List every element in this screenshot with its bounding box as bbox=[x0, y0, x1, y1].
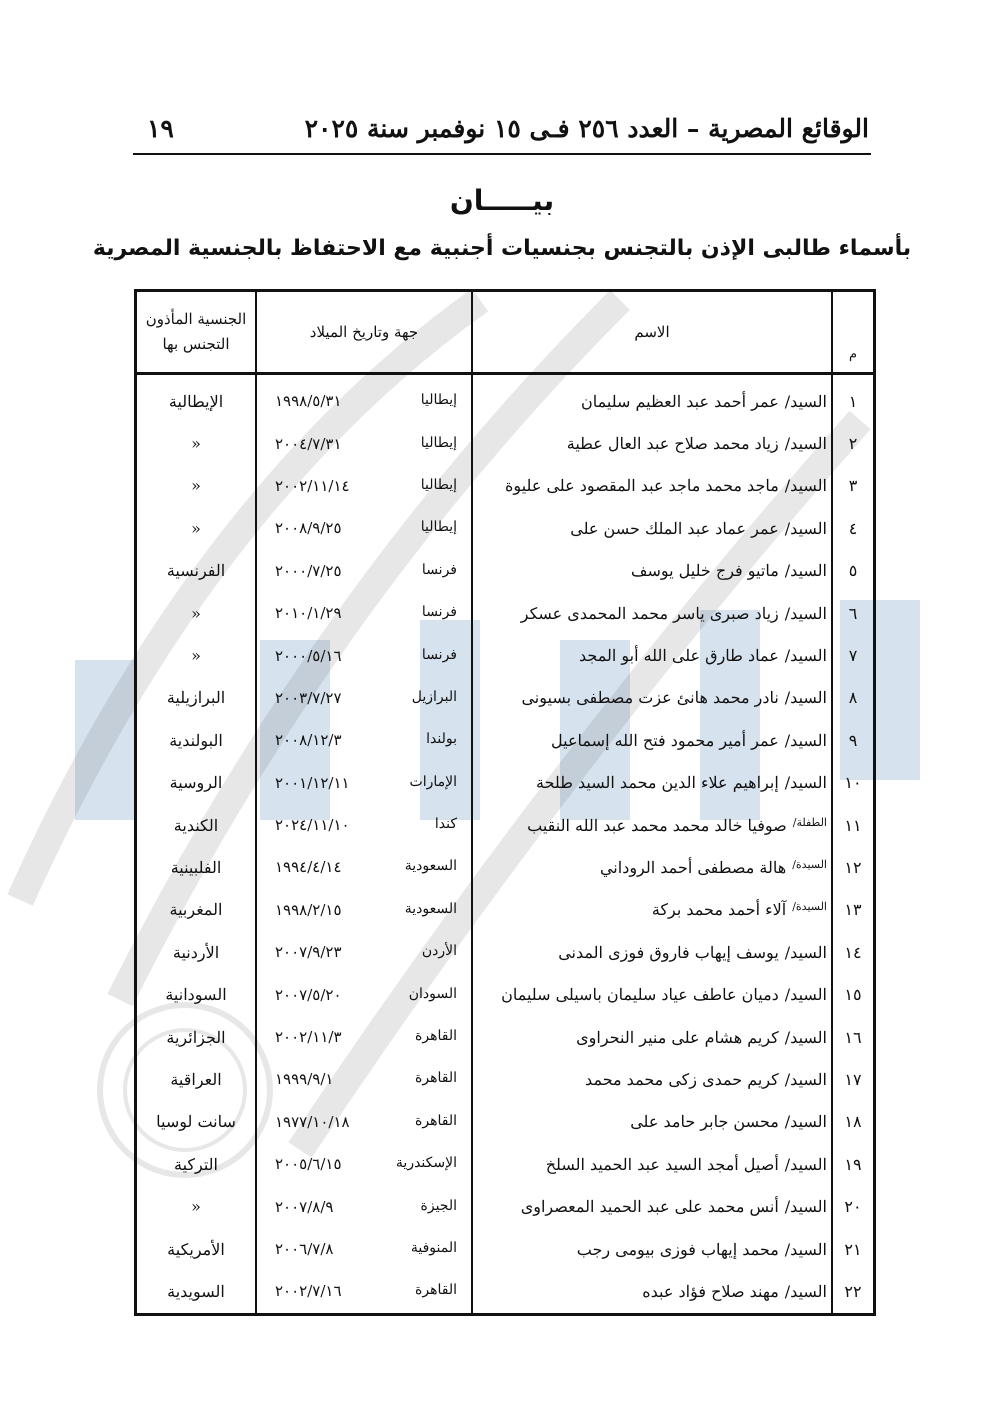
row-title: السيد/ bbox=[784, 1239, 827, 1259]
row-number: ٢١ bbox=[832, 1228, 875, 1270]
row-name-cell bbox=[472, 719, 832, 761]
row-name: عمر عماد عبد الملك حسن على bbox=[570, 518, 779, 538]
row-birth-place: السعودية bbox=[404, 858, 457, 875]
table-row bbox=[136, 1185, 875, 1227]
row-birth-cell bbox=[256, 1143, 472, 1185]
row-name-cell bbox=[472, 804, 832, 846]
row-birth-cell bbox=[256, 889, 472, 931]
row-birth-cell bbox=[256, 1185, 472, 1227]
row-nationality: الإيطالية bbox=[168, 391, 224, 411]
row-birth-cell bbox=[256, 719, 472, 761]
row-name-cell bbox=[472, 931, 832, 973]
row-name: محمد إيهاب فوزى بيومى رجب bbox=[576, 1239, 779, 1259]
table-header-row bbox=[136, 291, 875, 374]
row-birth-cell bbox=[256, 1016, 472, 1058]
table-row bbox=[136, 846, 875, 888]
row-number: ٤ bbox=[832, 507, 875, 549]
row-birth-place: فرنسا bbox=[421, 646, 457, 663]
row-birth-date: ١٩٩٩/٩/١ bbox=[275, 1070, 334, 1089]
row-birth-date: ٢٠٠١/١٢/١١ bbox=[275, 773, 350, 792]
table-row bbox=[136, 1101, 875, 1143]
row-birth-place: إيطاليا bbox=[420, 476, 457, 493]
row-name: يوسف إيهاب فاروق فوزى المدنى bbox=[558, 942, 779, 962]
row-name-cell bbox=[472, 1101, 832, 1143]
row-birth-date: ٢٠٠٦/٧/٨ bbox=[275, 1240, 334, 1258]
row-name: دميان عاطف عياد سليمان باسيلى سليمان bbox=[501, 985, 779, 1005]
row-birth-place: الجيزة bbox=[420, 1197, 457, 1214]
row-name: زياد محمد صلاح عبد العال عطية bbox=[566, 434, 779, 454]
row-nationality: « bbox=[191, 1197, 201, 1217]
row-name-cell bbox=[472, 846, 832, 888]
row-number: ١٨ bbox=[832, 1101, 875, 1143]
row-name-cell bbox=[472, 1270, 832, 1314]
row-name: إبراهيم علاء الدين محمد السيد طلحة bbox=[535, 773, 779, 793]
row-birth-date: ٢٠٢٤/١١/١٠ bbox=[275, 816, 350, 835]
row-name: مهند صلاح فؤاد عبده bbox=[642, 1281, 779, 1301]
row-nationality: الأمريكية bbox=[167, 1239, 225, 1259]
row-name: زياد صبرى ياسر محمد المحمدى عسكر bbox=[520, 603, 779, 623]
row-title: السيد/ bbox=[784, 1069, 827, 1089]
row-title: السيد/ bbox=[784, 434, 827, 454]
row-birth-date: ٢٠٠٨/٩/٢٥ bbox=[275, 519, 342, 538]
row-title: السيد/ bbox=[784, 942, 827, 962]
row-birth-cell bbox=[256, 677, 472, 719]
row-nationality: الفلبينية bbox=[170, 857, 222, 877]
page-header bbox=[133, 114, 869, 148]
row-birth-date: ٢٠٠٧/٨/٩ bbox=[275, 1197, 334, 1216]
table-row bbox=[136, 1228, 875, 1270]
row-name: عمر أحمد عبد العظيم سليمان bbox=[581, 391, 779, 411]
row-birth-cell bbox=[256, 422, 472, 464]
table-row bbox=[136, 931, 875, 973]
row-title: السيدة/ bbox=[792, 857, 827, 871]
row-name-cell bbox=[472, 422, 832, 464]
row-birth-place: المنوفية bbox=[410, 1240, 457, 1256]
row-name: عمر أمير محمود فتح الله إسماعيل bbox=[551, 730, 779, 750]
row-number: ١٣ bbox=[832, 889, 875, 931]
table-row bbox=[136, 1143, 875, 1185]
row-title: السيد/ bbox=[784, 476, 827, 496]
row-birth-cell bbox=[256, 465, 472, 507]
row-name: نادر محمد هانئ عزت مصطفى بسيونى bbox=[521, 688, 779, 708]
row-birth-place: القاهرة bbox=[415, 1028, 457, 1045]
row-name: ماتيو فرج خليل يوسف bbox=[630, 561, 779, 581]
row-number: ٩ bbox=[832, 719, 875, 761]
row-birth-date: ٢٠٠٤/٧/٣١ bbox=[275, 434, 342, 453]
row-birth-date: ٢٠٠٨/١٢/٣ bbox=[275, 731, 342, 750]
row-number: ١٠ bbox=[832, 762, 875, 804]
row-birth-cell bbox=[256, 931, 472, 973]
row-birth-place: الإسكندرية bbox=[395, 1155, 457, 1172]
row-name: هالة مصطفى أحمد الروداني bbox=[599, 857, 787, 877]
row-birth-date: ١٩٧٧/١٠/١٨ bbox=[275, 1112, 350, 1131]
row-birth-cell bbox=[256, 1058, 472, 1100]
row-title: السيد/ bbox=[784, 688, 827, 708]
row-title: السيد/ bbox=[784, 1112, 827, 1132]
row-nationality: السويدية bbox=[167, 1281, 225, 1301]
row-birth-place: السعودية bbox=[404, 900, 457, 917]
row-name-cell bbox=[472, 634, 832, 676]
row-birth-cell bbox=[256, 762, 472, 804]
row-name-cell bbox=[472, 380, 832, 422]
table-row bbox=[136, 465, 875, 507]
row-birth-place: كندا bbox=[434, 816, 457, 833]
row-nationality: « bbox=[191, 476, 201, 496]
row-name: عماد طارق على الله أبو المجد bbox=[578, 646, 779, 666]
row-nationality: البرازيلية bbox=[166, 688, 226, 708]
row-title: الطفلة/ bbox=[792, 815, 827, 829]
row-number: ١٧ bbox=[832, 1058, 875, 1100]
row-number: ١١ bbox=[832, 804, 875, 846]
row-birth-cell bbox=[256, 592, 472, 634]
row-nationality: « bbox=[191, 434, 201, 454]
document-title: بيـــــان bbox=[449, 184, 555, 217]
row-title: السيد/ bbox=[784, 730, 827, 750]
row-nationality: الفرنسية bbox=[166, 561, 226, 581]
row-birth-date: ٢٠٠٢/١١/١٤ bbox=[275, 476, 350, 495]
row-birth-date: ٢٠٠٢/٧/١٦ bbox=[275, 1282, 342, 1301]
row-birth-date: ٢٠١٠/١/٢٩ bbox=[275, 604, 342, 623]
row-birth-place: القاهرة bbox=[415, 1070, 457, 1087]
row-title: السيد/ bbox=[784, 518, 827, 538]
row-title: السيد/ bbox=[784, 773, 827, 793]
row-birth-cell bbox=[256, 634, 472, 676]
row-birth-cell bbox=[256, 804, 472, 846]
row-title: السيدة/ bbox=[792, 900, 827, 914]
row-nationality: الجزائرية bbox=[166, 1027, 226, 1047]
row-birth-date: ٢٠٠٧/٥/٢٠ bbox=[275, 985, 342, 1004]
row-birth-place: إيطاليا bbox=[420, 434, 457, 451]
row-name-cell bbox=[472, 592, 832, 634]
row-nationality: « bbox=[191, 518, 201, 538]
row-birth-place: فرنسا bbox=[421, 604, 457, 621]
row-birth-place: القاهرة bbox=[415, 1282, 457, 1299]
row-nationality: الروسية bbox=[169, 773, 223, 793]
row-birth-place: إيطاليا bbox=[420, 519, 457, 536]
row-number: ٢٠ bbox=[832, 1185, 875, 1227]
row-nationality: « bbox=[191, 603, 201, 623]
row-name-cell bbox=[472, 889, 832, 931]
row-birth-date: ١٩٩٨/٥/٣١ bbox=[275, 392, 342, 411]
row-number: ٢ bbox=[832, 422, 875, 464]
table-row bbox=[136, 762, 875, 804]
row-name-cell bbox=[472, 550, 832, 592]
table-row bbox=[136, 677, 875, 719]
row-birth-place: البرازيل bbox=[411, 688, 457, 705]
row-nationality: سانت لوسيا bbox=[156, 1112, 236, 1132]
row-nationality: الكندية bbox=[173, 815, 219, 835]
row-birth-place: القاهرة bbox=[415, 1112, 457, 1129]
row-name: ماجد محمد ماجد عبد المقصود على عليوة bbox=[505, 476, 779, 496]
table-row bbox=[136, 634, 875, 676]
row-name-cell bbox=[472, 1058, 832, 1100]
row-number: ١٦ bbox=[832, 1016, 875, 1058]
row-birth-date: ٢٠٠٠/٧/٢٥ bbox=[275, 561, 342, 580]
row-name: أصيل أمجد السيد عبد الحميد السلخ bbox=[545, 1154, 779, 1174]
row-name-cell bbox=[472, 507, 832, 549]
table-row bbox=[136, 1016, 875, 1058]
row-birth-cell bbox=[256, 1228, 472, 1270]
row-birth-cell bbox=[256, 846, 472, 888]
row-birth-place: الإمارات bbox=[409, 773, 457, 790]
row-number: ٥ bbox=[832, 550, 875, 592]
row-number: ٢٢ bbox=[832, 1270, 875, 1314]
row-birth-cell bbox=[256, 1270, 472, 1314]
row-number: ٣ bbox=[832, 465, 875, 507]
applicants-table bbox=[134, 289, 876, 1316]
row-birth-place: السودان bbox=[408, 985, 457, 1002]
row-title: السيد/ bbox=[784, 1154, 827, 1174]
row-name: آلاء أحمد محمد بركة bbox=[651, 900, 787, 920]
row-name: محسن جابر حامد على bbox=[630, 1112, 779, 1132]
table-row bbox=[136, 592, 875, 634]
column-header-num: م bbox=[832, 291, 875, 374]
row-number: ٦ bbox=[832, 592, 875, 634]
row-title: السيد/ bbox=[784, 1197, 827, 1217]
row-title: السيد/ bbox=[784, 561, 827, 581]
table-row bbox=[136, 550, 875, 592]
table-row bbox=[136, 804, 875, 846]
row-birth-place: بولندا bbox=[426, 731, 457, 748]
row-nationality: التركية bbox=[174, 1154, 218, 1174]
row-number: ١٥ bbox=[832, 973, 875, 1015]
row-name-cell bbox=[472, 677, 832, 719]
row-birth-cell bbox=[256, 550, 472, 592]
table-row bbox=[136, 507, 875, 549]
row-title: السيد/ bbox=[784, 1027, 827, 1047]
row-name-cell bbox=[472, 762, 832, 804]
row-name: أنس محمد على عبد الحميد المعصراوى bbox=[520, 1197, 779, 1217]
row-name-cell bbox=[472, 1143, 832, 1185]
row-birth-cell bbox=[256, 380, 472, 422]
table-row bbox=[136, 1058, 875, 1100]
row-title: السيد/ bbox=[784, 985, 827, 1005]
row-number: ١٢ bbox=[832, 846, 875, 888]
row-number: ٨ bbox=[832, 677, 875, 719]
table-row bbox=[136, 422, 875, 464]
row-birth-date: ٢٠٠٧/٩/٢٣ bbox=[275, 943, 342, 962]
document-subtitle: بأسماء طالبى الإذن بالتجنس بجنسيات أجنبية مع الاحتفاظ بالجنسية المصرية bbox=[92, 236, 912, 261]
row-birth-place: فرنسا bbox=[421, 561, 457, 578]
column-header-name: الاسم bbox=[472, 291, 832, 374]
row-number: ١ bbox=[832, 380, 875, 422]
table-row bbox=[136, 889, 875, 931]
row-birth-cell bbox=[256, 507, 472, 549]
row-number: ١٩ bbox=[832, 1143, 875, 1185]
row-name: كريم هشام على منير النحراوى bbox=[576, 1027, 779, 1047]
row-title: السيد/ bbox=[784, 646, 827, 666]
row-name-cell bbox=[472, 1228, 832, 1270]
row-title: السيد/ bbox=[784, 603, 827, 623]
row-nationality: البولندية bbox=[169, 730, 223, 750]
table-row bbox=[136, 973, 875, 1015]
row-nationality: « bbox=[191, 646, 201, 666]
page-number: ١٩ bbox=[147, 114, 174, 143]
table-body bbox=[136, 374, 875, 1315]
row-number: ١٤ bbox=[832, 931, 875, 973]
gazette-header-title: الوقائع المصرية – العدد ٢٥٦ فـى ١٥ نوفمبر سنة ٢٠٢٥ bbox=[304, 114, 869, 143]
row-name-cell bbox=[472, 973, 832, 1015]
row-name-cell bbox=[472, 1016, 832, 1058]
row-birth-date: ٢٠٠٠/٥/١٦ bbox=[275, 646, 342, 665]
row-name: كريم حمدى زكى محمد محمد bbox=[585, 1069, 779, 1089]
row-birth-date: ١٩٩٤/٤/١٤ bbox=[275, 858, 342, 877]
row-nationality: العراقية bbox=[170, 1069, 222, 1089]
row-birth-date: ٢٠٠٢/١١/٣ bbox=[275, 1028, 342, 1047]
row-name-cell bbox=[472, 1185, 832, 1227]
row-name: صوفيا خالد محمد محمد عبد الله النقيب bbox=[527, 815, 787, 835]
column-header-nationality: الجنسية المأذون التجنس بها bbox=[136, 291, 257, 374]
row-nationality: الأردنية bbox=[172, 942, 220, 962]
row-title: السيد/ bbox=[784, 391, 827, 411]
row-nationality: السودانية bbox=[165, 985, 227, 1005]
row-birth-cell bbox=[256, 1101, 472, 1143]
table-row bbox=[136, 719, 875, 761]
row-birth-cell bbox=[256, 973, 472, 1015]
row-birth-date: ٢٠٠٥/٦/١٥ bbox=[275, 1155, 342, 1174]
table-row bbox=[136, 1270, 875, 1314]
row-nationality: المغربية bbox=[169, 900, 223, 920]
row-birth-place: إيطاليا bbox=[420, 392, 457, 409]
column-header-birth: جهة وتاريخ الميلاد bbox=[256, 291, 472, 374]
row-birth-place: الأردن bbox=[421, 943, 457, 960]
header-divider bbox=[133, 153, 871, 155]
row-name-cell bbox=[472, 465, 832, 507]
table-row bbox=[136, 380, 875, 422]
row-number: ٧ bbox=[832, 634, 875, 676]
row-title: السيد/ bbox=[784, 1281, 827, 1301]
row-birth-date: ٢٠٠٣/٧/٢٧ bbox=[275, 688, 342, 707]
row-birth-date: ١٩٩٨/٢/١٥ bbox=[275, 900, 342, 919]
